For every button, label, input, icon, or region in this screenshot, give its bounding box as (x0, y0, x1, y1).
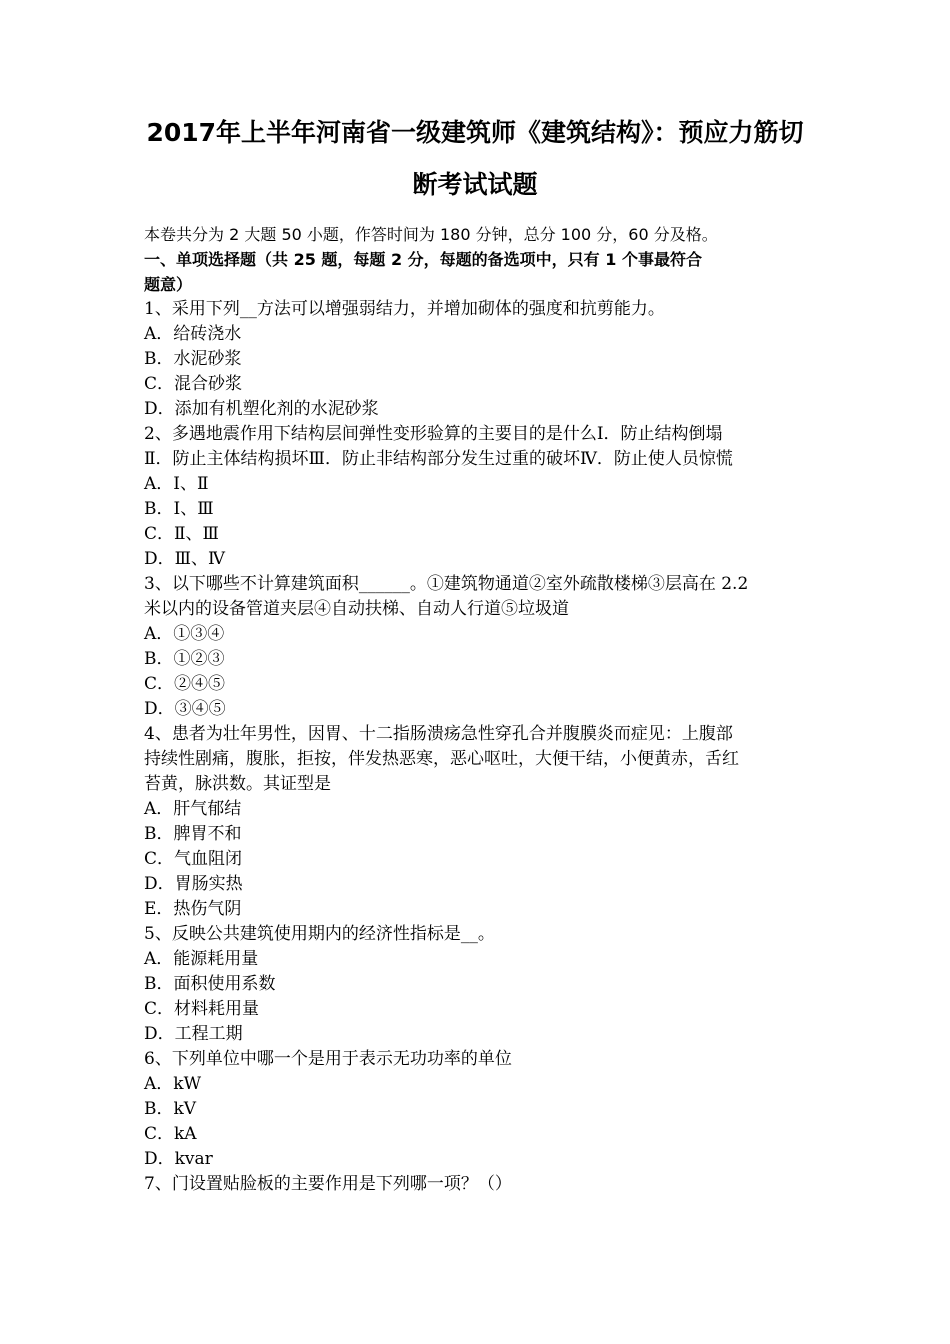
answer-option: B．面积使用系数 (144, 974, 276, 994)
answer-option: D．添加有机塑化剂的水泥砂浆 (144, 399, 379, 419)
answer-option: D．工程工期 (144, 1024, 243, 1044)
answer-option: C．材料耗用量 (144, 999, 260, 1019)
answer-option: C．混合砂浆 (144, 374, 243, 394)
question-block (144, 922, 820, 1047)
answer-option: A．kW (144, 1074, 202, 1094)
question-stem-line: 苔黄，脉洪数。其证型是 (144, 774, 331, 794)
question-block (144, 422, 820, 572)
question-block (144, 297, 820, 422)
question-stem-line: 1、采用下列__方法可以增强弱结力，并增加砌体的强度和抗剪能力。 (144, 299, 665, 319)
answer-option: D．Ⅲ、Ⅳ (144, 549, 226, 569)
answer-option: C．②④⑤ (144, 674, 226, 694)
document-title-line-2: 断考试试题 (412, 170, 538, 199)
answer-option: C．气血阻闭 (144, 849, 243, 869)
section-heading-line-1: 一、单项选择题（共 25 题，每题 2 分，每题的备选项中，只有 1 个事最符合 (144, 250, 702, 269)
document-title-line-1: 2017年上半年河南省一级建筑师《建筑结构》：预应力筋切 (146, 118, 804, 147)
answer-option: D．kvar (144, 1149, 213, 1169)
question-stem-line: 6、下列单位中哪一个是用于表示无功功率的单位 (144, 1049, 512, 1069)
answer-option: A．①③④ (144, 624, 225, 644)
answer-option: A．能源耗用量 (144, 949, 259, 969)
answer-option: E．热伤气阴 (144, 899, 242, 919)
answer-option: B．①②③ (144, 649, 225, 669)
answer-option: A．Ⅰ、Ⅱ (144, 474, 209, 494)
question-stem-line: 7、门设置贴脸板的主要作用是下列哪一项？（） (144, 1174, 512, 1194)
answer-option: A．肝气郁结 (144, 799, 242, 819)
question-stem-line: 3、以下哪些不计算建筑面积______。①建筑物通道②室外疏散楼梯③层高在 2.2 (144, 574, 749, 594)
section-heading-line-2: 题意） (144, 275, 193, 294)
answer-option: D．③④⑤ (144, 699, 226, 719)
question-block (144, 572, 820, 722)
answer-option: B．脾胃不和 (144, 824, 242, 844)
question-block (144, 1047, 820, 1172)
document-body (144, 222, 820, 1197)
answer-option: B．水泥砂浆 (144, 349, 242, 369)
question-stem-line: 5、反映公共建筑使用期内的经济性指标是__。 (144, 924, 495, 944)
exam-intro: 本卷共分为 2 大题 50 小题，作答时间为 180 分钟，总分 100 分，60 分及格。 (144, 225, 718, 244)
question-stem-line: 2、多遇地震作用下结构层间弹性变形验算的主要目的是什么Ⅰ．防止结构倒塌 (144, 424, 723, 444)
answer-option: B．Ⅰ、Ⅲ (144, 499, 214, 519)
question-list (144, 297, 820, 1197)
question-stem-line: 持续性剧痛，腹胀，拒按，伴发热恶寒，恶心呕吐，大便干结，小便黄赤，舌红 (144, 749, 739, 769)
question-stem-line: 米以内的设备管道夹层④自动扶梯、自动人行道⑤垃圾道 (144, 599, 569, 619)
question-stem-line: Ⅱ．防止主体结构损坏Ⅲ．防止非结构部分发生过重的破坏Ⅳ．防止使人员惊慌 (144, 449, 733, 469)
answer-option: C．kA (144, 1124, 197, 1144)
question-block (144, 722, 820, 922)
question-stem-line: 4、患者为壮年男性，因胃、十二指肠溃疡急性穿孔合并腹膜炎而症见：上腹部 (144, 724, 733, 744)
question-block (144, 1172, 820, 1197)
answer-option: B．kV (144, 1099, 197, 1119)
answer-option: C．Ⅱ、Ⅲ (144, 524, 219, 544)
answer-option: A．给砖浇水 (144, 324, 242, 344)
answer-option: D．胃肠实热 (144, 874, 243, 894)
